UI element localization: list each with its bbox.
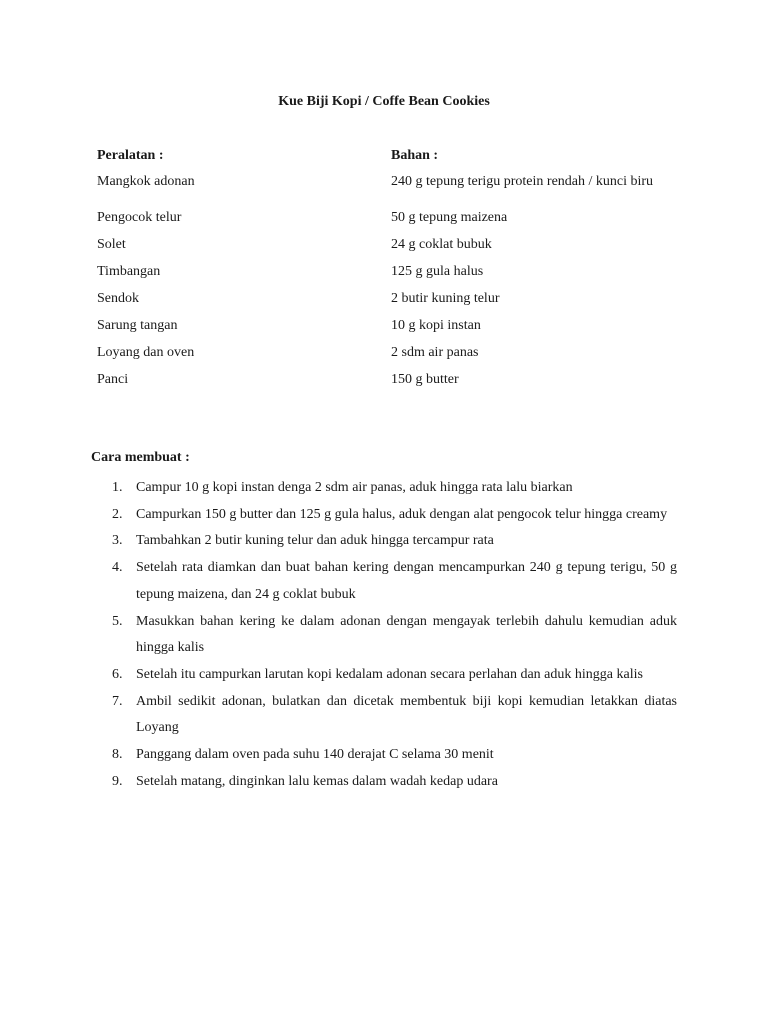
ingredients-header: Bahan : — [391, 148, 439, 163]
equipment-ingredients-table — [97, 146, 677, 398]
step-text: Masukkan bahan kering ke dalam adonan dengan mengayak terlebih dahulu kemudian aduk hingga kalis — [136, 613, 677, 656]
step-number: 6. — [112, 666, 123, 682]
step-text: Campur 10 g kopi instan denga 2 sdm air panas, aduk hingga rata lalu biarkan — [136, 480, 573, 495]
method-step — [97, 502, 677, 529]
method-step — [97, 769, 677, 796]
method-step — [97, 609, 677, 662]
method-step — [97, 555, 677, 608]
equipment-item: Sarung tangan — [97, 318, 178, 333]
step-number: 7. — [112, 693, 123, 709]
step-number: 9. — [112, 773, 123, 789]
ingredient-item: 150 g butter — [391, 372, 459, 387]
step-text: Tambahkan 2 butir kuning telur dan aduk hingga tercampur rata — [136, 533, 494, 549]
equipment-item: Mangkok adonan — [97, 174, 195, 189]
step-number: 4. — [112, 560, 123, 576]
document-title: Kue Biji Kopi / Coffe Bean Cookies — [278, 94, 490, 109]
method-step — [97, 689, 677, 742]
step-text: Ambil sedikit adonan, bulatkan dan dicetak membentuk biji kopi kemudian letakkan diatas Loyang — [136, 693, 677, 736]
ingredient-item: 2 sdm air panas — [391, 345, 479, 360]
equipment-item: Timbangan — [97, 264, 161, 279]
step-number: 2. — [112, 506, 123, 522]
step-text: Campurkan 150 g butter dan 125 g gula halus, aduk dengan alat pengocok telur hingga creamy — [136, 506, 668, 522]
step-number: 5. — [112, 613, 123, 629]
method-step — [97, 742, 677, 769]
step-text: Panggang dalam oven pada suhu 140 derajat C selama 30 menit — [136, 747, 494, 763]
step-number: 8. — [112, 747, 123, 763]
equipment-header: Peralatan : — [97, 148, 164, 163]
method-steps-list — [97, 475, 677, 795]
equipment-item: Pengocok telur — [97, 210, 182, 225]
step-number: 3. — [112, 533, 123, 549]
ingredient-item: 10 g kopi instan — [391, 318, 481, 333]
ingredient-item: 125 g gula halus — [391, 264, 484, 279]
step-text: Setelah itu campurkan larutan kopi kedalam adonan secara perlahan dan aduk hingga kalis — [136, 666, 643, 682]
equipment-item: Sendok — [97, 291, 139, 306]
method-step — [97, 475, 677, 502]
ingredient-item: 240 g tepung terigu protein rendah / kunci biru — [391, 174, 654, 189]
ingredient-item: 50 g tepung maizena — [391, 210, 508, 225]
equipment-item: Loyang dan oven — [97, 345, 195, 360]
equipment-item: Solet — [97, 237, 126, 252]
ingredient-item: 24 g coklat bubuk — [391, 237, 492, 252]
step-text: Setelah matang, dinginkan lalu kemas dalam wadah kedap udara — [136, 773, 498, 789]
method-step — [97, 528, 677, 555]
step-number: 1. — [112, 480, 123, 495]
equipment-item: Panci — [97, 372, 129, 387]
ingredient-item: 2 butir kuning telur — [391, 291, 500, 306]
step-text: Setelah rata diamkan dan buat bahan kering dengan mencampurkan 240 g tepung terigu, 50 g tepung maizena, dan 24 g coklat bubuk — [136, 560, 677, 602]
method-header: Cara membuat : — [91, 450, 190, 465]
method-step — [97, 662, 677, 689]
